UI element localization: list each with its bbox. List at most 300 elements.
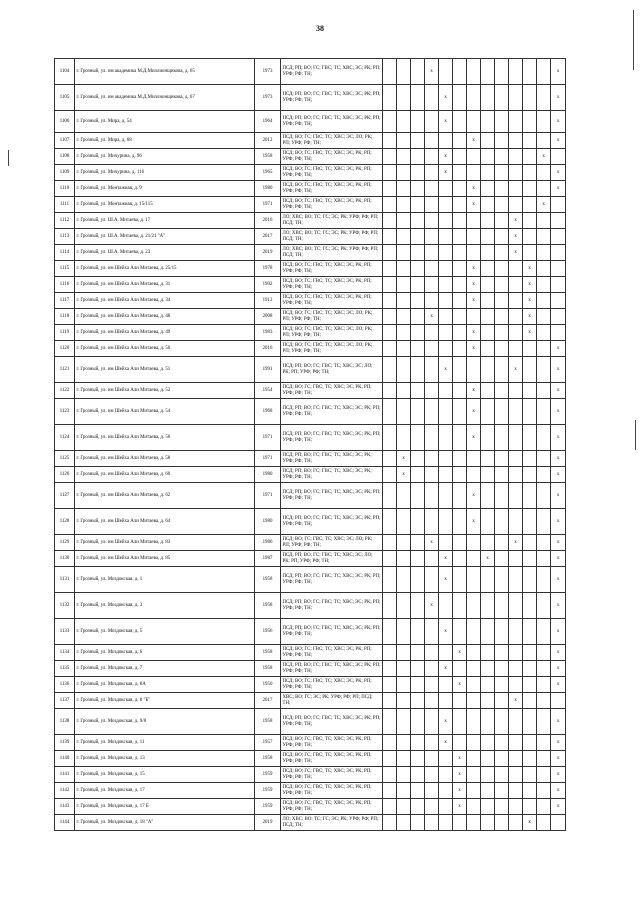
row-number: 1107 (55, 133, 75, 149)
systems-cell: ПСД; РП; ВО; ГС; ГВС; ТС; ХВС; ЭС; РК; РП; УРФ; РФ; ТН; (281, 567, 383, 593)
mark-cell (481, 165, 495, 181)
mark-cell (439, 245, 453, 261)
mark-cell (453, 399, 467, 425)
mark-cell (397, 309, 411, 325)
systems-cell: ПСД; ВО; ГС; ГВС; ТС; ХВС; ЭС; ЛО; РК; РП; УРФ; РФ; ТН; (281, 535, 383, 551)
systems-cell: ПСД; РП; ВО; ГС; ГВС; ТС; ХВС; ЭС; РК; УРФ; РФ; ТН; (281, 467, 383, 483)
mark-cell (481, 661, 495, 677)
mark-cell (383, 111, 397, 133)
mark-cell (467, 709, 481, 735)
mark-cell: x (551, 341, 566, 357)
mark-cell: x (551, 551, 566, 567)
address-cell: г. Грозный, ул. им Шейха Али Митаева, д. 31 (75, 277, 255, 293)
row-number: 1125 (55, 451, 75, 467)
mark-cell (495, 593, 509, 619)
mark-cell (397, 709, 411, 735)
mark-cell (523, 451, 537, 467)
table-row (55, 261, 566, 277)
year-cell: 1958 (255, 149, 281, 165)
mark-cell (453, 535, 467, 551)
systems-cell: ПСД; ВО; ГС; ГВС; ТС; ХВС; ЭС; РК; РП; УРФ; РФ; ТН; (281, 783, 383, 799)
mark-cell: x (467, 277, 481, 293)
mark-cell (481, 799, 495, 815)
mark-cell (425, 799, 439, 815)
mark-cell (397, 593, 411, 619)
mark-cell: x (551, 425, 566, 451)
address-cell: г. Грозный, ул. Моздокская, д. 13 (75, 751, 255, 767)
mark-cell (523, 59, 537, 85)
mark-cell (523, 677, 537, 693)
mark-cell (411, 399, 425, 425)
year-cell: 1983 (255, 325, 281, 341)
mark-cell (467, 767, 481, 783)
mark-cell (453, 277, 467, 293)
year-cell: 1959 (255, 783, 281, 799)
table-row (55, 567, 566, 593)
mark-cell (411, 619, 425, 645)
mark-cell (411, 551, 425, 567)
mark-cell (481, 619, 495, 645)
mark-cell (481, 229, 495, 245)
mark-cell (383, 213, 397, 229)
year-cell: 1973 (255, 85, 281, 111)
mark-cell (453, 197, 467, 213)
mark-cell (383, 425, 397, 451)
address-cell: г. Грозный, ул. им Шейха Али Митаева, д. 50 (75, 341, 255, 357)
table-row (55, 357, 566, 383)
address-cell: г. Грозный, ул. им Шейха Али Митаева, д. 56 (75, 425, 255, 451)
table-row (55, 59, 566, 85)
mark-cell (509, 645, 523, 661)
page-number: 38 (316, 24, 324, 33)
mark-cell (411, 245, 425, 261)
mark-cell (397, 399, 411, 425)
table-row (55, 399, 566, 425)
mark-cell (397, 693, 411, 709)
mark-cell (509, 383, 523, 399)
mark-cell (537, 735, 551, 751)
table-row (55, 213, 566, 229)
mark-cell: x (439, 551, 453, 567)
mark-cell: x (551, 467, 566, 483)
address-cell: г. Грозный, ул. Мира, д. 54 (75, 111, 255, 133)
mark-cell (411, 483, 425, 509)
mark-cell (411, 149, 425, 165)
systems-cell: ПСД; ВО; ГС; ГВС; ТС; ХВС; ЭС; РК; РП; УРФ; РФ; ТН; (281, 165, 383, 181)
mark-cell (411, 735, 425, 751)
mark-cell (411, 467, 425, 483)
mark-cell (537, 709, 551, 735)
mark-cell (411, 229, 425, 245)
mark-cell (509, 483, 523, 509)
mark-cell (397, 197, 411, 213)
mark-cell: x (439, 619, 453, 645)
mark-cell (481, 399, 495, 425)
mark-cell (509, 325, 523, 341)
mark-cell (453, 165, 467, 181)
mark-cell (481, 767, 495, 783)
mark-cell (509, 425, 523, 451)
mark-cell (523, 693, 537, 709)
mark-cell (397, 677, 411, 693)
mark-cell (397, 661, 411, 677)
mark-cell (495, 213, 509, 229)
mark-cell (383, 677, 397, 693)
mark-cell (397, 509, 411, 535)
mark-cell: x (453, 677, 467, 693)
mark-cell (509, 111, 523, 133)
mark-cell: x (537, 197, 551, 213)
mark-cell (537, 383, 551, 399)
mark-cell (397, 751, 411, 767)
mark-cell (481, 693, 495, 709)
row-number: 1127 (55, 483, 75, 509)
mark-cell (411, 165, 425, 181)
year-cell: 1959 (255, 799, 281, 815)
mark-cell (397, 277, 411, 293)
mark-cell (481, 383, 495, 399)
mark-cell (523, 133, 537, 149)
mark-cell (425, 399, 439, 425)
mark-cell (495, 357, 509, 383)
mark-cell: x (425, 535, 439, 551)
mark-cell (537, 325, 551, 341)
mark-cell: x (523, 261, 537, 277)
mark-cell (397, 619, 411, 645)
year-cell: 1958 (255, 661, 281, 677)
mark-cell (383, 661, 397, 677)
mark-cell (453, 815, 467, 831)
address-cell: г. Грозный, ул. им Шейха Али Митаева, д. 51 (75, 357, 255, 383)
mark-cell (425, 197, 439, 213)
mark-cell (397, 535, 411, 551)
mark-cell (453, 213, 467, 229)
mark-cell: x (467, 483, 481, 509)
mark-cell (467, 567, 481, 593)
mark-cell (509, 677, 523, 693)
mark-cell (397, 341, 411, 357)
systems-cell: ПСД; РП; ВО; ГС; ГВС; ТС; ХВС; ЭС; РК; РП; УРФ; РФ; ТН; (281, 619, 383, 645)
mark-cell (425, 693, 439, 709)
year-cell: 1986 (255, 535, 281, 551)
mark-cell (453, 149, 467, 165)
mark-cell (509, 85, 523, 111)
mark-cell: x (467, 197, 481, 213)
systems-cell: ПСД; РП; ВО; ГС; ГВС; ТС; ХВС; ЭС; РК; РП; УРФ; РФ; ТН; (281, 59, 383, 85)
row-number: 1138 (55, 709, 75, 735)
mark-cell (439, 509, 453, 535)
mark-cell (481, 645, 495, 661)
systems-cell: ПСД; РП; ВО; ГС; ГВС; ТС; ХВС; ЭС; РК; РП; УРФ; РФ; ТН; (281, 509, 383, 535)
mark-cell (383, 593, 397, 619)
mark-cell (551, 693, 566, 709)
mark-cell (397, 293, 411, 309)
mark-cell (383, 567, 397, 593)
systems-cell: ПСД; РП; ВО; ГС; ГВС; ТС; ХВС; ЭС; РК; РП; УРФ; РФ; ТН; (281, 593, 383, 619)
mark-cell (439, 767, 453, 783)
mark-cell: x (551, 645, 566, 661)
mark-cell: x (397, 451, 411, 467)
row-number: 1142 (55, 783, 75, 799)
mark-cell (425, 483, 439, 509)
mark-cell: x (509, 693, 523, 709)
address-cell: г. Грозный, ул. Моздокская, д. 8 "Б" (75, 693, 255, 709)
table-row (55, 309, 566, 325)
mark-cell (551, 245, 566, 261)
mark-cell (425, 815, 439, 831)
mark-cell (467, 535, 481, 551)
mark-cell (481, 197, 495, 213)
systems-cell: ПСД; ВО; ГС; ГВС; ТС; ХВС; ЭС; ЛО; РК; РП; УРФ; РФ; ТН; (281, 341, 383, 357)
year-cell: 2019 (255, 245, 281, 261)
mark-cell (481, 451, 495, 467)
mark-cell (551, 229, 566, 245)
mark-cell: x (439, 709, 453, 735)
mark-cell (411, 783, 425, 799)
mark-cell: x (551, 111, 566, 133)
mark-cell (425, 357, 439, 383)
mark-cell: x (439, 85, 453, 111)
address-cell: г. Грозный, ул. Моздокская, д. 3 (75, 593, 255, 619)
systems-cell: ПСД; ВО; ГС; ГВС; ТС; ХВС; ЭС; РК; РП; УРФ; РФ; ТН; (281, 149, 383, 165)
year-cell: 1958 (255, 593, 281, 619)
mark-cell (453, 619, 467, 645)
mark-cell (481, 567, 495, 593)
mark-cell (467, 693, 481, 709)
address-cell: г. Грозный, ул. им Шейха Али Митаева, д. 48 (75, 309, 255, 325)
mark-cell (467, 451, 481, 467)
mark-cell (481, 815, 495, 831)
address-cell: г. Грозный, ул. Моздокская, д. 15 (75, 767, 255, 783)
mark-cell (523, 509, 537, 535)
mark-cell (551, 149, 566, 165)
mark-cell: x (551, 709, 566, 735)
year-cell: 1968 (255, 399, 281, 425)
row-number: 1111 (55, 197, 75, 213)
mark-cell (439, 309, 453, 325)
mark-cell (537, 85, 551, 111)
mark-cell: x (467, 133, 481, 149)
mark-cell (425, 783, 439, 799)
mark-cell (481, 751, 495, 767)
table-row (55, 677, 566, 693)
mark-cell (523, 425, 537, 451)
address-cell: г. Грозный, ул. им Шейха Али Митаева, д. 49 (75, 325, 255, 341)
mark-cell: x (467, 425, 481, 451)
mark-cell (453, 293, 467, 309)
mark-cell (523, 181, 537, 197)
mark-cell: x (523, 309, 537, 325)
mark-cell: x (425, 593, 439, 619)
mark-cell (383, 85, 397, 111)
mark-cell (425, 467, 439, 483)
mark-cell: x (439, 661, 453, 677)
mark-cell: x (523, 293, 537, 309)
mark-cell: x (523, 277, 537, 293)
mark-cell (439, 815, 453, 831)
mark-cell (495, 751, 509, 767)
systems-cell: ХВС; ВО; ГС; ЭС; РК; УРФ; РФ; РП; ПСД; ТН; (281, 693, 383, 709)
register-table (54, 58, 566, 831)
mark-cell (425, 149, 439, 165)
address-cell: г. Грозный, ул. им Шейха Али Митаева, д. 52 (75, 383, 255, 399)
mark-cell: x (509, 245, 523, 261)
row-number: 1104 (55, 59, 75, 85)
systems-cell: ПСД; РП; ВО; ГС; ГВС; ТС; ХВС; ЭС; РК; РП; УРФ; РФ; ТН; (281, 709, 383, 735)
mark-cell (481, 325, 495, 341)
address-cell: г. Грозный, ул. Моздокская, д. 11 (75, 735, 255, 751)
row-number: 1108 (55, 149, 75, 165)
mark-cell (383, 383, 397, 399)
mark-cell: x (467, 325, 481, 341)
mark-cell (453, 111, 467, 133)
mark-cell (439, 293, 453, 309)
systems-cell: ПСД; РП; ВО; ГС; ГВС; ТС; ХВС; ЭС; РК; УРФ; РФ; ТН; (281, 451, 383, 467)
mark-cell (411, 181, 425, 197)
address-cell: г. Грозный, ул. Моздокская, д. 9/8 (75, 709, 255, 735)
row-number: 1110 (55, 181, 75, 197)
mark-cell (481, 111, 495, 133)
mark-cell (509, 751, 523, 767)
mark-cell (537, 815, 551, 831)
mark-cell (383, 535, 397, 551)
address-cell: г. Грозный, ул. Моздокская, д. 17 (75, 783, 255, 799)
mark-cell: x (425, 59, 439, 85)
row-number: 1129 (55, 535, 75, 551)
mark-cell (397, 551, 411, 567)
mark-cell: x (551, 751, 566, 767)
mark-cell (383, 709, 397, 735)
address-cell: г. Грозный, ул. им академика М.Д.Миллионщикова, д. 67 (75, 85, 255, 111)
mark-cell (537, 593, 551, 619)
mark-cell (509, 551, 523, 567)
mark-cell (467, 815, 481, 831)
mark-cell (495, 483, 509, 509)
table-row (55, 799, 566, 815)
mark-cell (453, 425, 467, 451)
mark-cell: x (551, 767, 566, 783)
address-cell: г. Грозный, ул. им Шейха Али Митаева, д. 25/15 (75, 261, 255, 277)
mark-cell (495, 709, 509, 735)
mark-cell (537, 677, 551, 693)
address-cell: г. Грозный, ул. им Шейха Али Митаева, д. 54 (75, 399, 255, 425)
mark-cell (467, 149, 481, 165)
systems-cell: ПСД; ВО; ГС; ГВС; ТС; ХВС; ЭС; ЛО; РК; РП; УРФ; РФ; ТН; (281, 325, 383, 341)
systems-cell: ЛО; ХВС; ВО; ТС; ГС; ЭС; РК; УРФ; РФ; РП; ПСД; ТН; (281, 245, 383, 261)
mark-cell (509, 709, 523, 735)
mark-cell (509, 467, 523, 483)
mark-cell: x (551, 619, 566, 645)
mark-cell: x (551, 799, 566, 815)
systems-cell: ПСД; РП; ВО; ГС; ГВС; ТС; ХВС; ЭС; РК; РП; УРФ; РФ; ТН; (281, 483, 383, 509)
mark-cell (397, 425, 411, 451)
mark-cell (467, 85, 481, 111)
mark-cell (397, 783, 411, 799)
mark-cell (523, 483, 537, 509)
mark-cell (467, 645, 481, 661)
systems-cell: ПСД; ВО; ГС; ГВС; ТС; ХВС; ЭС; ЛО; РК; РП; УРФ; РФ; ТН; (281, 309, 383, 325)
mark-cell (439, 451, 453, 467)
year-cell: 1980 (255, 181, 281, 197)
mark-cell (397, 261, 411, 277)
mark-cell (537, 467, 551, 483)
table-row (55, 593, 566, 619)
mark-cell: x (551, 85, 566, 111)
mark-cell (467, 357, 481, 383)
address-cell: г. Грозный, ул. Моздокская, д. 8А (75, 677, 255, 693)
mark-cell (509, 277, 523, 293)
mark-cell (411, 213, 425, 229)
year-cell: 1957 (255, 735, 281, 751)
margin-mark (633, 10, 634, 70)
mark-cell (551, 309, 566, 325)
mark-cell: x (551, 661, 566, 677)
mark-cell (453, 693, 467, 709)
mark-cell (439, 467, 453, 483)
mark-cell (509, 799, 523, 815)
mark-cell (509, 767, 523, 783)
mark-cell (551, 277, 566, 293)
mark-cell (467, 213, 481, 229)
mark-cell (453, 133, 467, 149)
table-row (55, 783, 566, 799)
year-cell: 1971 (255, 451, 281, 467)
mark-cell (383, 245, 397, 261)
mark-cell (523, 229, 537, 245)
mark-cell (397, 111, 411, 133)
mark-cell (425, 85, 439, 111)
address-cell: г. Грозный, ул. Монтажная, д. 9 (75, 181, 255, 197)
mark-cell: x (551, 735, 566, 751)
mark-cell (453, 483, 467, 509)
mark-cell (523, 341, 537, 357)
mark-cell (411, 767, 425, 783)
mark-cell (523, 567, 537, 593)
systems-cell: ПСД; РП; ВО; ГС; ГВС; ТС; ХВС; ЭС; ЛО; РК; РП; УРФ; РФ; ТН; (281, 551, 383, 567)
mark-cell (537, 341, 551, 357)
mark-cell (439, 645, 453, 661)
mark-cell: x (551, 133, 566, 149)
mark-cell (411, 799, 425, 815)
mark-cell (453, 383, 467, 399)
mark-cell (537, 111, 551, 133)
systems-cell: ПСД; РП; ВО; ГС; ГВС; ТС; ХВС; ЭС; РК; РП; УРФ; РФ; ТН; (281, 85, 383, 111)
year-cell: 2019 (255, 815, 281, 831)
row-number: 1132 (55, 593, 75, 619)
row-number: 1140 (55, 751, 75, 767)
mark-cell (537, 229, 551, 245)
mark-cell (439, 229, 453, 245)
mark-cell (397, 325, 411, 341)
mark-cell: x (439, 165, 453, 181)
mark-cell (411, 59, 425, 85)
mark-cell (495, 325, 509, 341)
mark-cell (537, 535, 551, 551)
mark-cell: x (551, 165, 566, 181)
mark-cell: x (467, 181, 481, 197)
mark-cell (411, 661, 425, 677)
mark-cell: x (467, 383, 481, 399)
mark-cell: x (467, 399, 481, 425)
mark-cell (453, 709, 467, 735)
row-number: 1131 (55, 567, 75, 593)
year-cell: 1958 (255, 567, 281, 593)
table-row (55, 181, 566, 197)
mark-cell (551, 213, 566, 229)
mark-cell (425, 325, 439, 341)
mark-cell (383, 619, 397, 645)
mark-cell (411, 509, 425, 535)
